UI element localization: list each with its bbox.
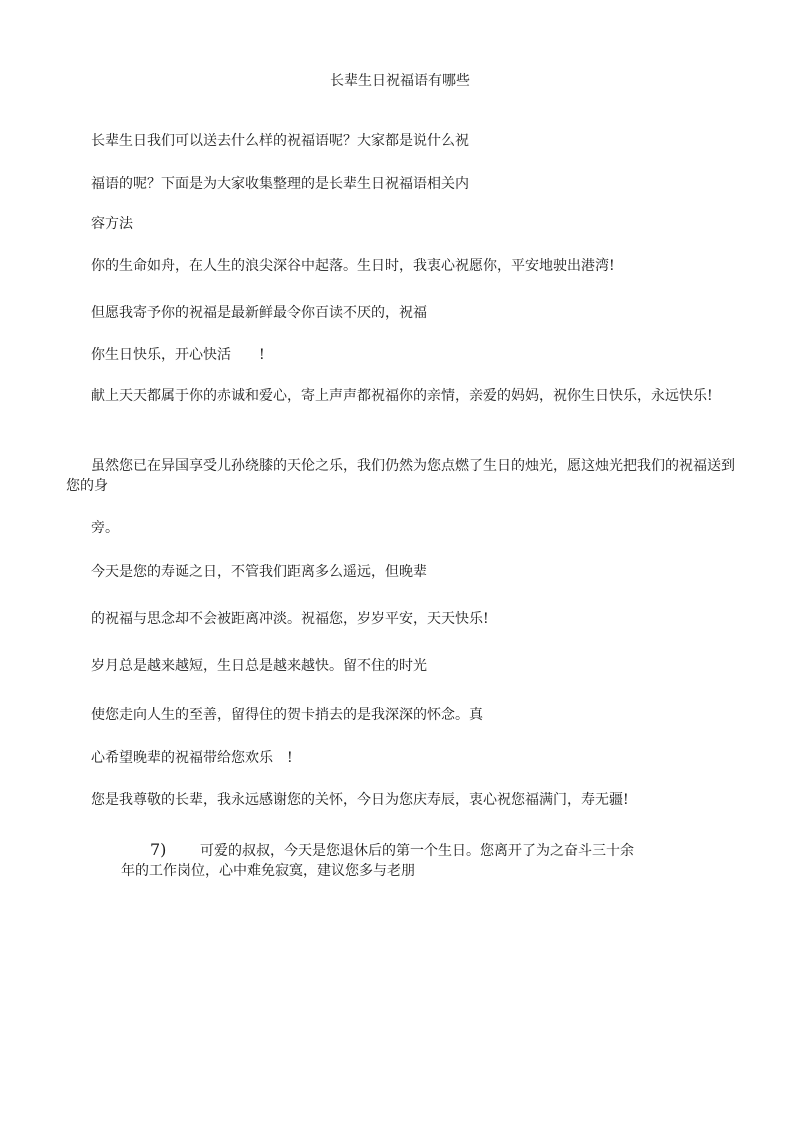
paragraph-line: 心希望晚辈的祝福带给您欢乐 ! <box>91 750 293 766</box>
document-title: 长辈生日祝福语有哪些 <box>330 73 470 89</box>
paragraph-line: 容方法 <box>91 216 133 232</box>
paragraph-line: 长辈生日我们可以送去什么样的祝福语呢？大家都是说什么祝 <box>91 133 469 149</box>
numbered-item <box>150 840 634 861</box>
item-number: 7) <box>150 840 167 859</box>
paragraph-line: 福语的呢？下面是为大家收集整理的是长辈生日祝福语相关内 <box>91 176 469 192</box>
paragraph-line: 使您走向人生的至善，留得住的贺卡捎去的是我深深的怀念。真 <box>91 707 483 723</box>
paragraph-line: 你生日快乐，开心快活 ! <box>91 347 265 363</box>
paragraph-line: 的祝福与思念却不会被距离冲淡。祝福您，岁岁平安，天天快乐! <box>91 611 489 627</box>
paragraph-block: 献上天天都属于你的赤诚和爱心，寄上声声都祝福你的亲情，亲爱的妈妈，祝你生日快乐，永远快乐! <box>91 388 713 404</box>
paragraph-line: 岁月总是越来越短，生日总是越来越快。留不住的时光 <box>91 658 427 674</box>
paragraph-line: 您是我尊敬的长辈，我永远感谢您的关怀，今日为您庆寿辰，衷心祝您福满门，寿无疆! <box>91 792 629 808</box>
paragraph-block: 虽然您已在异国享受儿孙绕膝的天伦之乐，我们仍然为您点燃了生日的烛光，愿这烛光把我们的祝福送到您的身 <box>66 458 735 494</box>
item-continuation: 年的工作岗位，心中难免寂寞，建议您多与老朋 <box>121 863 415 879</box>
paragraph-line: 但愿我寄予你的祝福是最新鲜最令你百读不厌的，祝福 <box>91 305 427 321</box>
paragraph-line: 今天是您的寿诞之日，不管我们距离多么遥远，但晚辈 <box>91 564 427 580</box>
item-text: 可爱的叔叔，今天是您退休后的第一个生日。您离开了为之奋斗三十余 <box>200 843 634 859</box>
paragraph-line: 你的生命如舟，在人生的浪尖深谷中起落。生日时，我衷心祝愿你，平安地驶出港湾! <box>91 258 615 274</box>
paragraph-line: 旁。 <box>91 520 119 536</box>
